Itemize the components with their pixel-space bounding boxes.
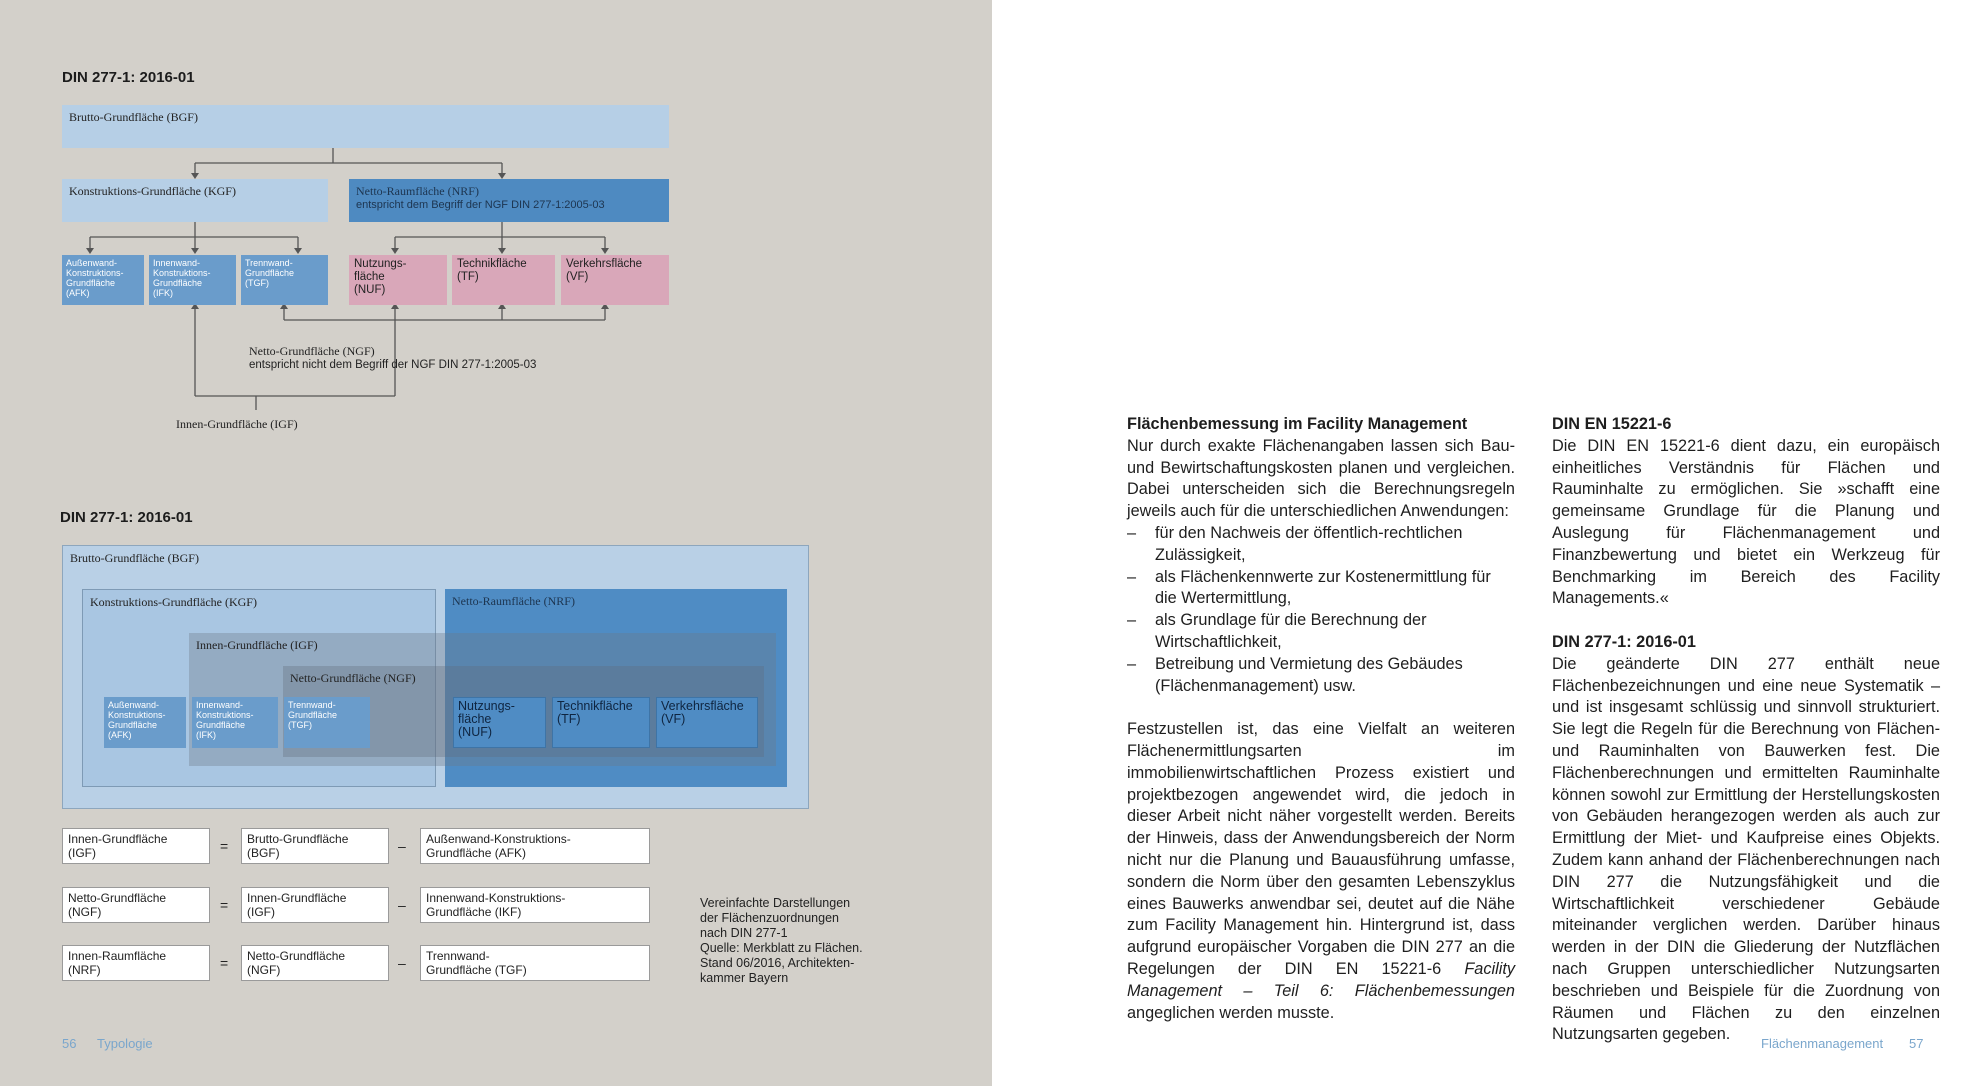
folio-right-number: 57 [1909, 1036, 1924, 1051]
d2-nuf [453, 697, 546, 748]
diagram2-title: DIN 277-1: 2016-01 [60, 509, 193, 526]
nrf-box [349, 179, 669, 222]
eq2-a: Netto-Grundfläche (NGF) [62, 887, 210, 923]
eq3-c: Trennwand- Grundfläche (TGF) [420, 945, 650, 981]
column-1 [1127, 414, 1515, 1024]
eq3-op2: – [398, 955, 406, 971]
d2-afk-label: Außenwand- Konstruktions- Grundfläche (AFK) [108, 700, 166, 740]
igf-label: Innen-Grundfläche (IGF) [176, 417, 298, 431]
eq1-op2: – [398, 838, 406, 854]
d2-nrf-label: Netto-Raumfläche (NRF) [452, 594, 575, 608]
col2-para1: Die DIN EN 15221-6 dient dazu, ein europäisch einheitliches Verständnis für Flächen und Rauminhalte zu ermöglichen. Sie »schafft eine gemeinsame Grundlage für die Planung und Auslegung für Flächenmanagement und Finanzbewertung und bietet ein Werkzeug für Benchmarking im Bereich des Facility Managements.« [1552, 436, 1940, 608]
eq2-c: Innenwand-Konstruktions- Grundfläche (IKF) [420, 887, 650, 923]
kgf-box [62, 179, 328, 222]
tf-box [452, 255, 555, 305]
col1-intro: Nur durch exakte Flächenangaben lassen sich Bau- und Bewirtschaftungskosten planen und vergleichen. Dabei unterscheiden sich die Berechnungsregeln jeweils auch für die unterschiedlichen Anwendungen: [1127, 436, 1515, 521]
eq3-a: Innen-Raumfläche (NRF) [62, 945, 210, 981]
d2-tf [552, 697, 650, 748]
d2-kgf-label: Konstruktions-Grundfläche (KGF) [90, 595, 257, 609]
col1-para2: Festzustellen ist, das eine Vielfalt an weiteren Flächenermittlungsarten im immobilienwirtschaftlichen Prozess existiert und projektbezogen angewendet wird, die jedoch in dieser Arbeit nicht näher vorgestellt werden. Bereits der Hinweis, dass der Anwendungsbereich der Norm nicht nur die Planung und Bauausführung umfasse, sondern die Norm über den gesamten Lebenszyklus eines Bauwerks anwendbar sei, deutet auf die Nähe zum Facility Management hin. Hintergrund ist, dass aufgrund europäischer Vorgaben die DIN 277 an die Regelungen der DIN EN 15221-6 Facility Management – Teil 6: Flächenbemessungen angeglichen werden musste. [1127, 720, 1515, 1022]
figure-caption: Vereinfachte Darstellungen der Flächenzuordnungen nach DIN 277-1 [700, 896, 851, 940]
tgf-box [241, 255, 328, 305]
folio-right-label: Flächenmanagement [1761, 1036, 1884, 1051]
list-item: – als Grundlage für die Berechnung der Wirtschaftlichkeit, [1127, 610, 1515, 654]
d2-afk [104, 697, 186, 748]
afk-box [62, 255, 144, 305]
nuf-label: Nutzungs- fläche (NUF) [354, 258, 407, 296]
d2-ifk-label: Innenwand- Konstruktions- Grundfläche (IFK) [196, 700, 254, 740]
diagram1-title: DIN 277-1: 2016-01 [62, 69, 195, 86]
d2-igf-label: Innen-Grundfläche (IGF) [196, 638, 318, 652]
nrf-label: Netto-Raumfläche (NRF) [356, 184, 479, 198]
d2-vf [656, 697, 758, 748]
d2-ngf-label: Netto-Grundfläche (NGF) [290, 671, 416, 685]
d2-ifk [192, 697, 278, 748]
eq1-c: Außenwand-Konstruktions- Grundfläche (AFK) [420, 828, 650, 864]
ifk-label: Innenwand- Konstruktions- Grundfläche (IFK) [153, 258, 211, 298]
eq3-op1: = [220, 955, 229, 971]
list-item: – Betreibung und Vermietung des Gebäudes (Flächenmanagement) usw. [1127, 654, 1515, 698]
column-2 [1552, 414, 1940, 1046]
d2-tf-label: Technikfläche (TF) [557, 699, 633, 726]
d2-tgf-label: Trennwand- Grundfläche (TGF) [288, 700, 338, 730]
col2-heading-2: DIN 277-1: 2016-01 [1552, 632, 1696, 651]
vf-box [561, 255, 669, 305]
d2-nuf-label: Nutzungs- fläche (NUF) [458, 699, 515, 739]
ngf-label: Netto-Grundfläche (NGF) [249, 344, 375, 358]
list-item: – für den Nachweis der öffentlich-rechtlichen Zulässigkeit, [1127, 523, 1515, 567]
nuf-box [349, 255, 447, 305]
tf-label: Technikfläche (TF) [457, 258, 527, 283]
eq1-b: Brutto-Grundfläche (BGF) [241, 828, 389, 864]
eq1-op1: = [220, 838, 229, 854]
col2-heading-1: DIN EN 15221-6 [1552, 415, 1672, 433]
folio-left-number: 56 [62, 1036, 77, 1051]
bgf-box [62, 105, 669, 148]
figure-source: Quelle: Merkblatt zu Flächen. Stand 06/2016, Architekten- kammer Bayern [700, 941, 863, 985]
d2-bgf-label: Brutto-Grundfläche (BGF) [70, 551, 199, 565]
folio-left-label: Typologie [97, 1036, 153, 1051]
d2-vf-label: Verkehrsfläche (VF) [661, 699, 744, 726]
eq1-a: Innen-Grundfläche (IGF) [62, 828, 210, 864]
eq2-op2: – [398, 897, 406, 913]
right-page [992, 0, 1984, 1086]
col1-heading: Flächenbemessung im Facility Management [1127, 415, 1468, 433]
d2-tgf [284, 697, 370, 748]
list-item: – als Flächenkennwerte zur Kostenermittlung für die Wertermittlung, [1127, 567, 1515, 611]
eq2-b: Innen-Grundfläche (IGF) [241, 887, 389, 923]
tgf-label: Trennwand- Grundfläche (TGF) [245, 258, 295, 288]
bgf-label: Brutto-Grundfläche (BGF) [69, 110, 198, 124]
ifk-box [149, 255, 236, 305]
eq2-op1: = [220, 897, 229, 913]
nrf-note: entspricht dem Begriff der NGF DIN 277-1:2005-03 [356, 199, 605, 211]
col2-para2: Die geänderte DIN 277 enthält neue Flächenbezeichnungen und eine neue Systematik – und ist insgesamt schlüssig und sinnvoll strukturiert. Sie legt die Regeln für die Berechnung von Flächen- und Rauminhalten von Bauwerken fest. Die Flächenberechnungen und ermittelten Rauminhalte können sowohl zur Ermittlung der Herstellungskosten von Gebäuden herangezogen werden als auch zur Ermittlung der Miet- und Kaufpreise eines Objekts. Zudem kann anhand der Flächenberechnungen nach DIN 277 die Nutzungsfähigkeit und die Wirtschaftlichkeit verschiedener Gebäude miteinander verglichen werden. Darüber hinaus werden in der DIN die Gliederung der Nutzflächen nach Gruppen unterschiedlicher Nutzungsarten beschrieben und Beispiele für die Zuordnung von Räumen und Flächen zu den einzelnen Nutzungsarten gegeben. [1552, 654, 1940, 1044]
eq3-b: Netto-Grundfläche (NGF) [241, 945, 389, 981]
ngf-note: entspricht nicht dem Begriff der NGF DIN 277-1:2005-03 [249, 359, 537, 371]
vf-label: Verkehrsfläche (VF) [566, 258, 643, 283]
kgf-label: Konstruktions-Grundfläche (KGF) [69, 184, 236, 198]
afk-label: Außenwand- Konstruktions- Grundfläche (AFK) [66, 258, 124, 298]
